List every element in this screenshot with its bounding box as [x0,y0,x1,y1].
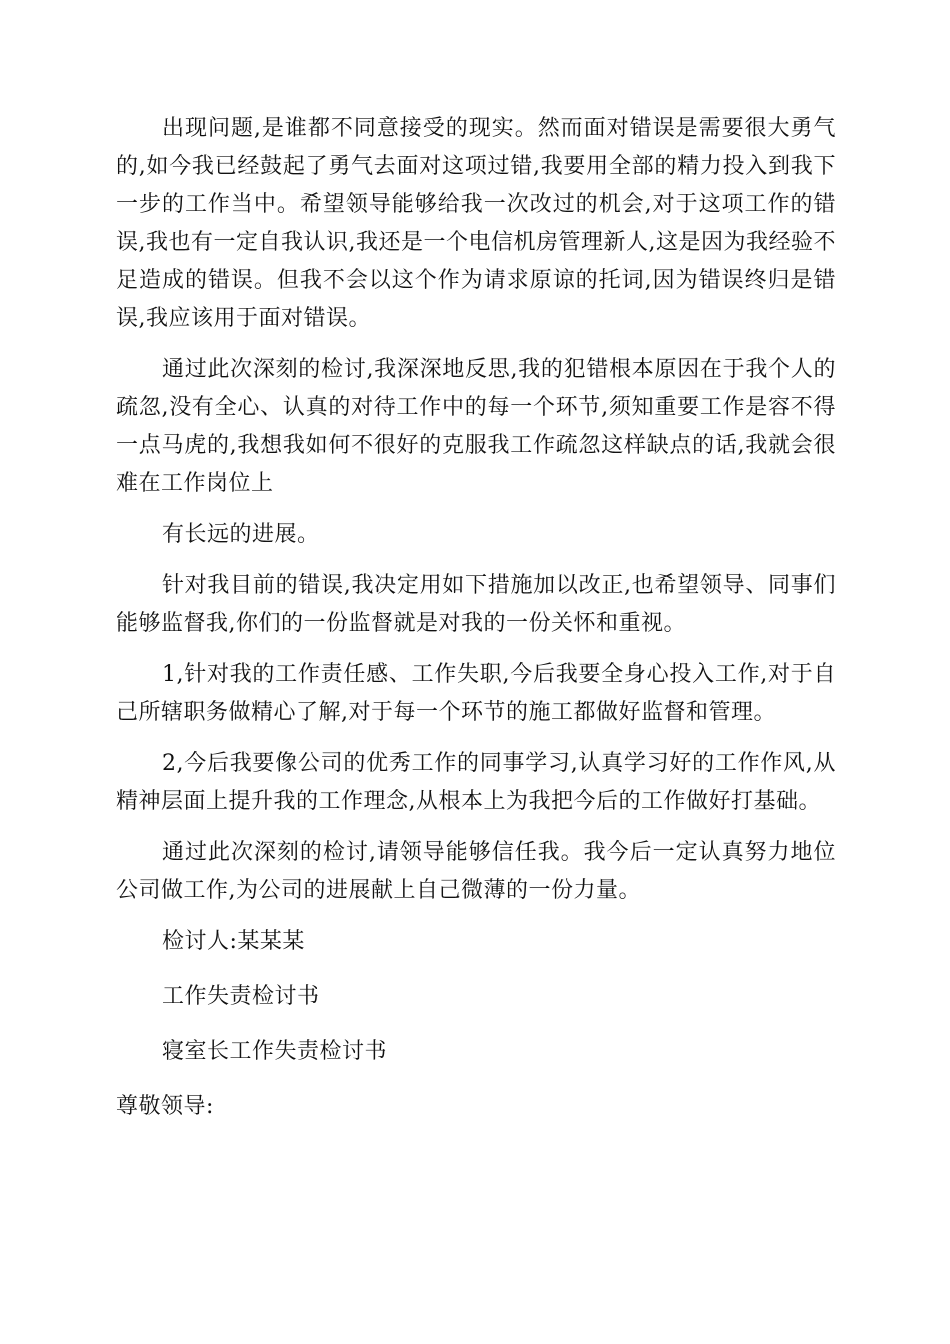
paragraph-self-reflection: 通过此次深刻的检讨,我深深地反思,我的犯错根本原因在于我个人的疏忽,没有全心、认真的对待工作中的每一个环节,须知重要工作是容不得一点马虎的,我想我如何不很好的克服我工作疏忽这样缺点的话,我就会很难在工作岗位上 [116,357,836,496]
document-body [116,110,836,1139]
paragraph-measures-intro: 针对我目前的错误,我决定用如下措施加以改正,也希望领导、同事们能够监督我,你们的一份监督就是对我的一份关怀和重视。 [116,573,836,636]
paragraph-progress: 有长远的进展。 [162,522,320,547]
paragraph-measure-2: 2,今后我要像公司的优秀工作的同事学习,认真学习好的工作作风,从精神层面上提升我的工作理念,从根本上为我把今后的工作做好打基础。 [116,751,836,814]
signature-line: 检讨人:某某某 [162,929,305,954]
salutation: 尊敬领导: [116,1094,214,1119]
paragraph-facing-mistake: 出现问题,是谁都不同意接受的现实。然而面对错误是需要很大勇气的,如今我已经鼓起了勇气去面对这项过错,我要用全部的精力投入到我下一步的工作当中。希望领导能够给我一次改过的机会,对于这项工作的错误,我也有一定自我认识,我还是一个电信机房管理新人,这是因为我经验不足造成的错误。但我不会以这个作为请求原谅的托词,因为错误终归是错误,我应该用于面对错误。 [116,116,836,331]
paragraph-closing: 通过此次深刻的检讨,请领导能够信任我。我今后一定认真努力地位公司做工作,为公司的进展献上自己微薄的一份力量。 [116,840,836,903]
heading-dorm-leader-negligence: 寝室长工作失责检讨书 [162,1039,388,1064]
heading-work-negligence: 工作失责检讨书 [162,984,320,1009]
paragraph-measure-1: 1,针对我的工作责任感、工作失职,今后我要全身心投入工作,对于自己所辖职务做精心了解,对于每一个环节的施工都做好监督和管理。 [116,662,836,725]
